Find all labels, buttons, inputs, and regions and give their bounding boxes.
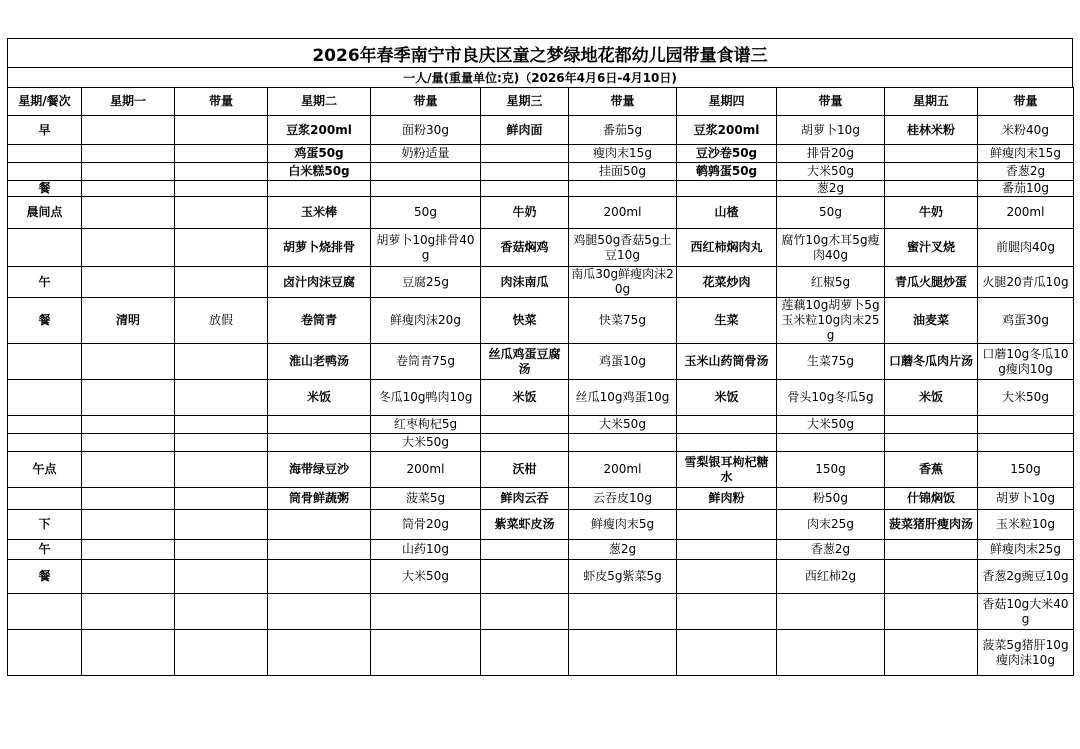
dish-tue: [268, 630, 371, 676]
dish-mon: [82, 416, 175, 434]
amount-tue: 卷筒青75g: [371, 344, 481, 380]
menu-row: [8, 229, 1074, 267]
menu-title: 2026年春季南宁市良庆区童之梦绿地花都幼儿园带量食谱三: [7, 38, 1073, 67]
dish-tue: 米饭: [268, 380, 371, 416]
dish-tue: 卤汁肉沫豆腐: [268, 267, 371, 298]
dish-wed: [481, 416, 569, 434]
amount-tue: 筒骨20g: [371, 510, 481, 540]
dish-thu: [677, 630, 777, 676]
dish-thu: [677, 434, 777, 452]
amount-fri: 鲜瘦肉末25g: [978, 540, 1074, 560]
menu-row: [8, 594, 1074, 630]
dish-fri: [885, 416, 978, 434]
dish-mon: [82, 594, 175, 630]
dish-mon: 清明: [82, 298, 175, 344]
amount-fri: 米粉40g: [978, 116, 1074, 145]
amount-mon: [175, 229, 268, 267]
amount-thu: 粉50g: [777, 488, 885, 510]
dish-wed: 丝瓜鸡蛋豆腐汤: [481, 344, 569, 380]
dish-fri: [885, 594, 978, 630]
amount-wed: 虾皮5g紫菜5g: [569, 560, 677, 594]
amount-tue: 红枣枸杞5g: [371, 416, 481, 434]
menu-sheet: [7, 38, 1073, 676]
amount-tue: 面粉30g: [371, 116, 481, 145]
amount-mon: [175, 560, 268, 594]
header-wed-amount: 带量: [569, 88, 677, 116]
amount-tue: 200ml: [371, 452, 481, 488]
menu-subtitle: 一人/量(重量单位:克)（2026年4月6日-4月10日): [7, 67, 1073, 87]
amount-mon: [175, 452, 268, 488]
dish-fri: [885, 560, 978, 594]
dish-wed: 牛奶: [481, 197, 569, 229]
header-thu-amount: 带量: [777, 88, 885, 116]
amount-wed: 鲜瘦肉末5g: [569, 510, 677, 540]
amount-mon: [175, 116, 268, 145]
dish-wed: [481, 540, 569, 560]
menu-row: [8, 116, 1074, 145]
menu-row: [8, 267, 1074, 298]
dish-fri: [885, 630, 978, 676]
header-tue: 星期二: [268, 88, 371, 116]
meal-label: [8, 163, 82, 181]
amount-mon: [175, 488, 268, 510]
menu-table: [7, 87, 1074, 676]
dish-wed: 紫菜虾皮汤: [481, 510, 569, 540]
amount-thu: 腐竹10g木耳5g瘦肉40g: [777, 229, 885, 267]
dish-mon: [82, 434, 175, 452]
meal-label: [8, 594, 82, 630]
dish-wed: 鲜肉云吞: [481, 488, 569, 510]
dish-wed: [481, 594, 569, 630]
dish-wed: [481, 630, 569, 676]
amount-wed: [569, 630, 677, 676]
amount-fri: 香葱2g豌豆10g: [978, 560, 1074, 594]
amount-mon: [175, 163, 268, 181]
amount-tue: 奶粉适量: [371, 145, 481, 163]
amount-wed: [569, 434, 677, 452]
meal-label: 下: [8, 510, 82, 540]
amount-mon: 放假: [175, 298, 268, 344]
amount-wed: 200ml: [569, 452, 677, 488]
amount-mon: [175, 540, 268, 560]
dish-fri: 油麦菜: [885, 298, 978, 344]
amount-thu: 莲藕10g胡萝卜5g玉米粒10g肉末25g: [777, 298, 885, 344]
dish-thu: 山楂: [677, 197, 777, 229]
amount-thu: 排骨20g: [777, 145, 885, 163]
dish-fri: [885, 163, 978, 181]
amount-fri: 菠菜5g猪肝10g瘦肉沫10g: [978, 630, 1074, 676]
amount-fri: 200ml: [978, 197, 1074, 229]
menu-row: [8, 416, 1074, 434]
meal-label: [8, 630, 82, 676]
amount-mon: [175, 380, 268, 416]
amount-thu: 生菜75g: [777, 344, 885, 380]
amount-fri: 前腿肉40g: [978, 229, 1074, 267]
dish-fri: 香蕉: [885, 452, 978, 488]
menu-row: [8, 145, 1074, 163]
dish-wed: [481, 163, 569, 181]
amount-fri: [978, 416, 1074, 434]
amount-fri: 番茄10g: [978, 181, 1074, 197]
dish-thu: 鲜肉粉: [677, 488, 777, 510]
header-thu: 星期四: [677, 88, 777, 116]
amount-fri: 口蘑10g冬瓜10g瘦肉10g: [978, 344, 1074, 380]
header-mon-amount: 带量: [175, 88, 268, 116]
menu-row: [8, 488, 1074, 510]
amount-fri: [978, 434, 1074, 452]
dish-mon: [82, 630, 175, 676]
amount-wed: 瘦肉末15g: [569, 145, 677, 163]
dish-tue: [268, 510, 371, 540]
amount-tue: [371, 630, 481, 676]
amount-mon: [175, 594, 268, 630]
dish-mon: [82, 229, 175, 267]
amount-wed: 葱2g: [569, 540, 677, 560]
meal-label: [8, 488, 82, 510]
dish-mon: [82, 540, 175, 560]
amount-thu: 大米50g: [777, 163, 885, 181]
dish-mon: [82, 488, 175, 510]
dish-thu: [677, 560, 777, 594]
dish-thu: 西红柿焖肉丸: [677, 229, 777, 267]
amount-mon: [175, 267, 268, 298]
dish-mon: [82, 380, 175, 416]
dish-wed: [481, 560, 569, 594]
dish-wed: 香菇焖鸡: [481, 229, 569, 267]
dish-thu: [677, 540, 777, 560]
amount-mon: [175, 344, 268, 380]
dish-tue: 卷筒青: [268, 298, 371, 344]
meal-label: [8, 145, 82, 163]
dish-mon: [82, 163, 175, 181]
dish-thu: [677, 510, 777, 540]
menu-body: [8, 116, 1074, 676]
amount-tue: 鲜瘦肉沫20g: [371, 298, 481, 344]
dish-thu: [677, 181, 777, 197]
meal-label: 午: [8, 267, 82, 298]
header-mon: 星期一: [82, 88, 175, 116]
meal-label: 餐: [8, 181, 82, 197]
dish-fri: [885, 434, 978, 452]
dish-thu: 玉米山药筒骨汤: [677, 344, 777, 380]
dish-thu: [677, 416, 777, 434]
dish-mon: [82, 181, 175, 197]
amount-mon: [175, 197, 268, 229]
menu-row: [8, 630, 1074, 676]
menu-row: [8, 298, 1074, 344]
dish-wed: 鲜肉面: [481, 116, 569, 145]
amount-fri: 大米50g: [978, 380, 1074, 416]
dish-tue: 淮山老鸭汤: [268, 344, 371, 380]
amount-thu: 150g: [777, 452, 885, 488]
menu-row: [8, 163, 1074, 181]
meal-label: 午点: [8, 452, 82, 488]
dish-mon: [82, 197, 175, 229]
dish-thu: 花菜炒肉: [677, 267, 777, 298]
amount-fri: 香菇10g大米40g: [978, 594, 1074, 630]
dish-tue: [268, 434, 371, 452]
dish-fri: 口蘑冬瓜肉片汤: [885, 344, 978, 380]
amount-tue: 50g: [371, 197, 481, 229]
dish-wed: 米饭: [481, 380, 569, 416]
amount-fri: 胡萝卜10g: [978, 488, 1074, 510]
amount-wed: 番茄5g: [569, 116, 677, 145]
amount-thu: [777, 434, 885, 452]
dish-fri: [885, 181, 978, 197]
amount-thu: [777, 630, 885, 676]
amount-wed: 鸡腿50g香菇5g土豆10g: [569, 229, 677, 267]
amount-fri: 鲜瘦肉末15g: [978, 145, 1074, 163]
meal-label: [8, 416, 82, 434]
amount-wed: 快菜75g: [569, 298, 677, 344]
amount-fri: 鸡蛋30g: [978, 298, 1074, 344]
amount-wed: 大米50g: [569, 416, 677, 434]
meal-label: [8, 434, 82, 452]
meal-label: 餐: [8, 298, 82, 344]
dish-thu: 雪梨银耳枸杞糖水: [677, 452, 777, 488]
amount-tue: [371, 181, 481, 197]
amount-wed: [569, 594, 677, 630]
dish-fri: 菠菜猪肝瘦肉汤: [885, 510, 978, 540]
dish-mon: [82, 116, 175, 145]
amount-wed: 鸡蛋10g: [569, 344, 677, 380]
dish-mon: [82, 560, 175, 594]
dish-wed: 沃柑: [481, 452, 569, 488]
dish-mon: [82, 452, 175, 488]
dish-tue: [268, 594, 371, 630]
amount-mon: [175, 416, 268, 434]
dish-fri: 米饭: [885, 380, 978, 416]
amount-fri: 火腿20青瓜10g: [978, 267, 1074, 298]
dish-wed: [481, 434, 569, 452]
dish-tue: 鸡蛋50g: [268, 145, 371, 163]
dish-fri: [885, 145, 978, 163]
dish-wed: 肉沫南瓜: [481, 267, 569, 298]
dish-thu: 米饭: [677, 380, 777, 416]
dish-tue: 胡萝卜烧排骨: [268, 229, 371, 267]
dish-tue: 海带绿豆沙: [268, 452, 371, 488]
dish-thu: 鹌鹑蛋50g: [677, 163, 777, 181]
amount-mon: [175, 181, 268, 197]
amount-thu: 葱2g: [777, 181, 885, 197]
amount-thu: [777, 594, 885, 630]
header-fri-amount: 带量: [978, 88, 1074, 116]
amount-thu: 骨头10g冬瓜5g: [777, 380, 885, 416]
amount-tue: 菠菜5g: [371, 488, 481, 510]
dish-fri: 桂林米粉: [885, 116, 978, 145]
dish-tue: [268, 540, 371, 560]
amount-tue: 山药10g: [371, 540, 481, 560]
menu-row: [8, 344, 1074, 380]
amount-mon: [175, 630, 268, 676]
dish-tue: [268, 181, 371, 197]
amount-wed: 挂面50g: [569, 163, 677, 181]
header-tue-amount: 带量: [371, 88, 481, 116]
dish-fri: [885, 540, 978, 560]
meal-label: 早: [8, 116, 82, 145]
meal-label: 午: [8, 540, 82, 560]
dish-wed: 快菜: [481, 298, 569, 344]
menu-row: [8, 197, 1074, 229]
dish-mon: [82, 510, 175, 540]
menu-row: [8, 380, 1074, 416]
dish-wed: [481, 181, 569, 197]
amount-mon: [175, 510, 268, 540]
dish-tue: 玉米棒: [268, 197, 371, 229]
dish-tue: [268, 560, 371, 594]
dish-fri: 青瓜火腿炒蛋: [885, 267, 978, 298]
amount-thu: 50g: [777, 197, 885, 229]
dish-thu: 生菜: [677, 298, 777, 344]
dish-tue: 筒骨鲜蔬粥: [268, 488, 371, 510]
dish-thu: 豆沙卷50g: [677, 145, 777, 163]
dish-wed: [481, 145, 569, 163]
meal-label: [8, 229, 82, 267]
amount-wed: 丝瓜10g鸡蛋10g: [569, 380, 677, 416]
meal-label: 晨间点: [8, 197, 82, 229]
amount-fri: 玉米粒10g: [978, 510, 1074, 540]
amount-wed: 200ml: [569, 197, 677, 229]
amount-thu: 肉末25g: [777, 510, 885, 540]
dish-thu: [677, 594, 777, 630]
menu-row: [8, 540, 1074, 560]
amount-fri: 150g: [978, 452, 1074, 488]
amount-mon: [175, 145, 268, 163]
dish-tue: 白米糕50g: [268, 163, 371, 181]
amount-tue: [371, 594, 481, 630]
amount-wed: 云吞皮10g: [569, 488, 677, 510]
dish-fri: 什锦焖饭: [885, 488, 978, 510]
dish-tue: [268, 416, 371, 434]
amount-tue: 冬瓜10g鸭肉10g: [371, 380, 481, 416]
menu-row: [8, 510, 1074, 540]
meal-label: 餐: [8, 560, 82, 594]
amount-fri: 香葱2g: [978, 163, 1074, 181]
amount-wed: [569, 181, 677, 197]
header-fri: 星期五: [885, 88, 978, 116]
amount-tue: [371, 163, 481, 181]
dish-fri: 蜜汁叉烧: [885, 229, 978, 267]
dish-tue: 豆浆200ml: [268, 116, 371, 145]
dish-mon: [82, 145, 175, 163]
amount-thu: 西红柿2g: [777, 560, 885, 594]
meal-label: [8, 380, 82, 416]
menu-row: [8, 452, 1074, 488]
menu-row: [8, 434, 1074, 452]
header-wed: 星期三: [481, 88, 569, 116]
amount-thu: 胡萝卜10g: [777, 116, 885, 145]
dish-mon: [82, 267, 175, 298]
header-row: [8, 88, 1074, 116]
dish-mon: [82, 344, 175, 380]
dish-fri: 牛奶: [885, 197, 978, 229]
amount-thu: 香葱2g: [777, 540, 885, 560]
amount-tue: 胡萝卜10g排骨40g: [371, 229, 481, 267]
amount-wed: 南瓜30g鲜瘦肉沫20g: [569, 267, 677, 298]
amount-thu: 大米50g: [777, 416, 885, 434]
header-meal: 星期/餐次: [8, 88, 82, 116]
meal-label: [8, 344, 82, 380]
amount-tue: 大米50g: [371, 560, 481, 594]
amount-mon: [175, 434, 268, 452]
amount-thu: 红椒5g: [777, 267, 885, 298]
amount-tue: 大米50g: [371, 434, 481, 452]
menu-row: [8, 560, 1074, 594]
menu-row: [8, 181, 1074, 197]
dish-thu: 豆浆200ml: [677, 116, 777, 145]
amount-tue: 豆腐25g: [371, 267, 481, 298]
